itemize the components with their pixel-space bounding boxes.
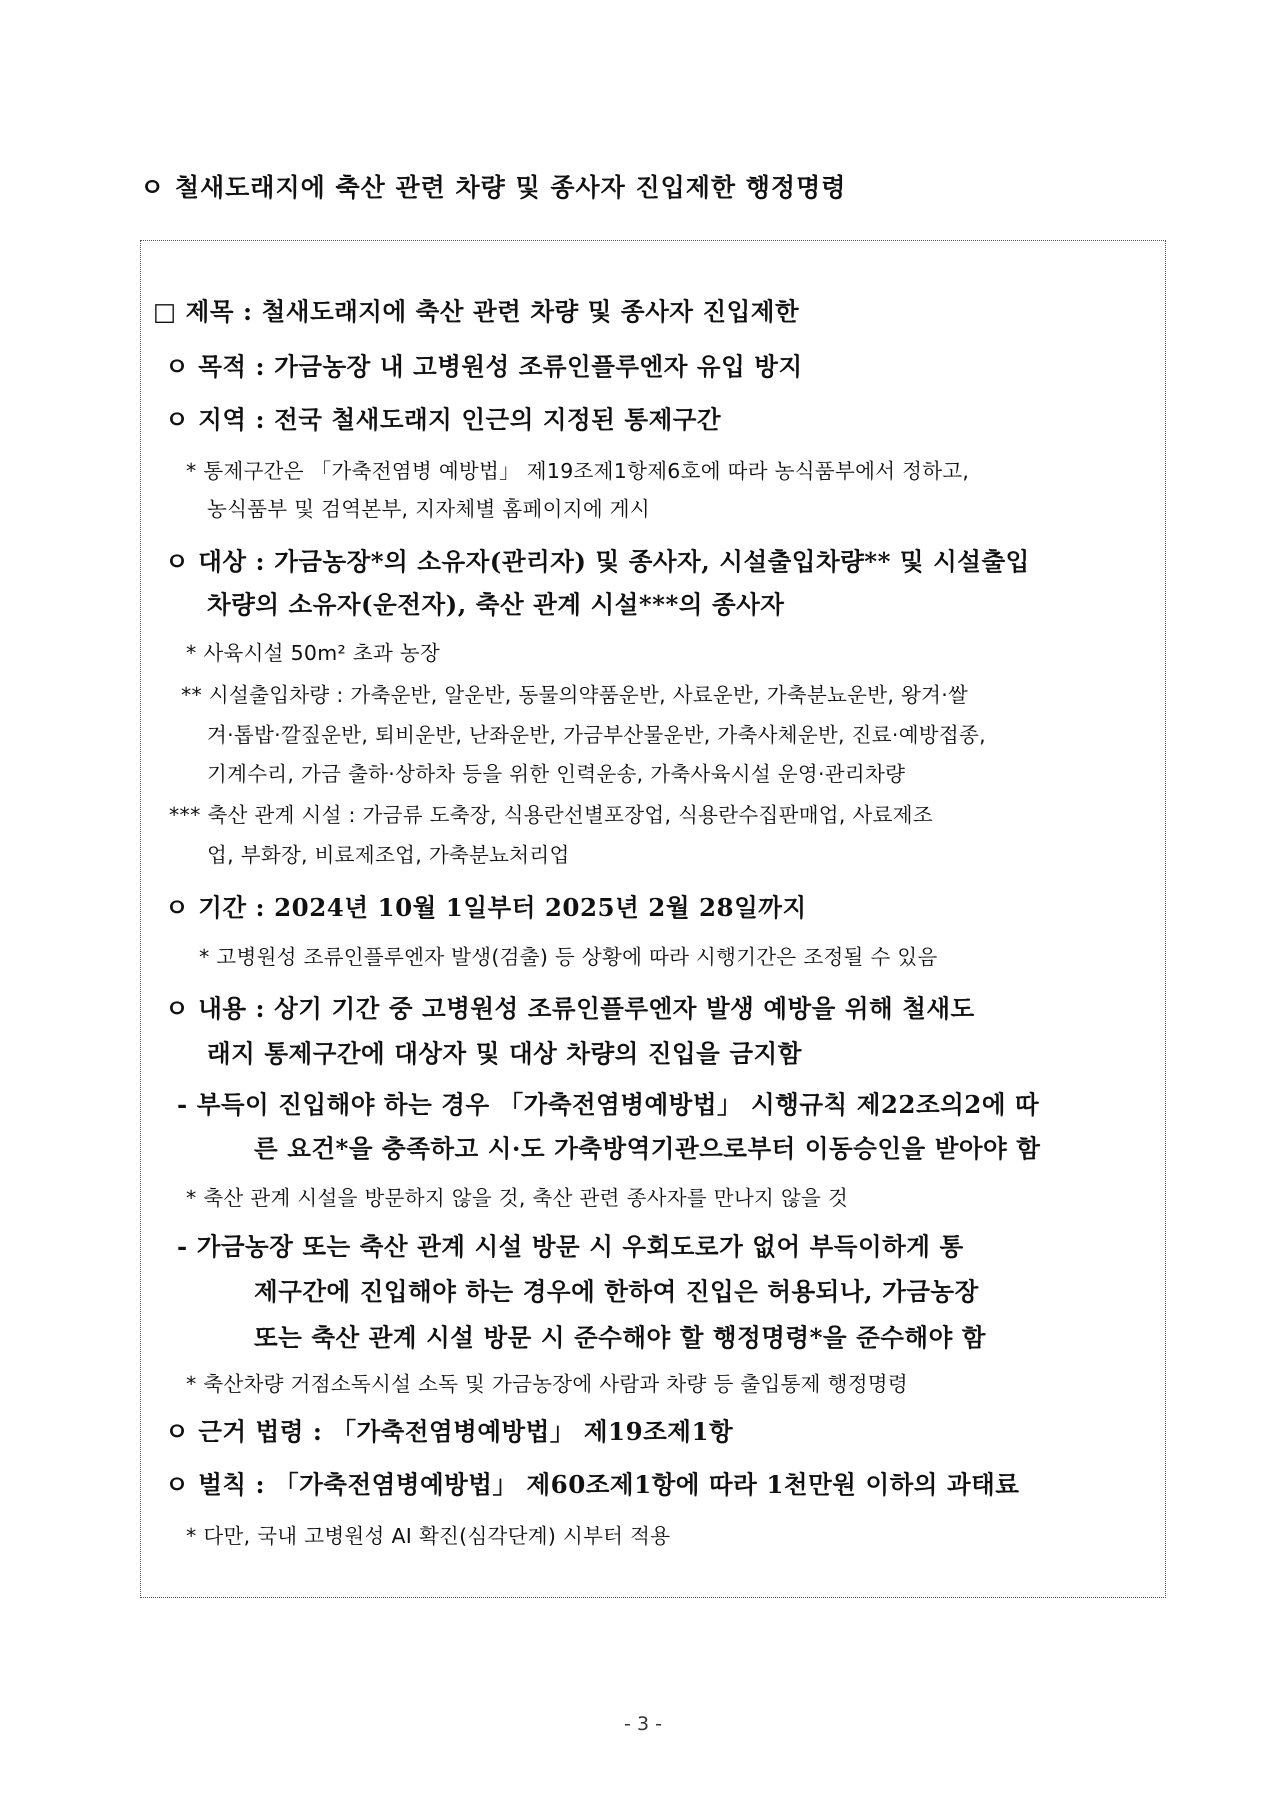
purpose-line: ㅇ 목적 : 가금농장 내 고병원성 조류인플루엔자 유입 방지 [165, 352, 803, 381]
target-note-3a: *** 축산 관계 시설 : 가금류 도축장, 식용란선별포장업, 식용란수집판매업, 사료제조 [169, 803, 933, 827]
exception1-line-2: 른 요건*을 충족하고 시·도 가축방역기관으로부터 이동승인을 받아야 함 [254, 1134, 1041, 1163]
page-number: - 3 - [624, 1713, 662, 1735]
target-note-3b: 업, 부화장, 비료제조업, 가축분뇨처리업 [207, 843, 570, 867]
basis-line: ㅇ 근거 법령 : 「가축전염병예방법」 제19조제1항 [165, 1417, 734, 1446]
target-line-2: 차량의 소유자(운전자), 축산 관계 시설***의 종사자 [207, 590, 785, 619]
period-line: ㅇ 기간 : 2024년 10월 1일부터 2025년 2월 28일까지 [165, 893, 807, 922]
period-note: * 고병원성 조류인플루엔자 발생(검출) 등 상황에 따라 시행기간은 조정될 수 있음 [199, 945, 938, 969]
content-line-2: 래지 통제구간에 대상자 및 대상 차량의 진입을 금지함 [207, 1039, 802, 1068]
target-note-2c: 기계수리, 가금 출하·상하차 등을 위한 인력운송, 가축사육시설 운영·관리차량 [207, 762, 906, 786]
penalty-note: * 다만, 국내 고병원성 AI 확진(심각단계) 시부터 적용 [186, 1524, 671, 1548]
section-heading: ㅇ 철새도래지에 축산 관련 차량 및 종사자 진입제한 행정명령 [140, 173, 847, 202]
exception2-line-3: 또는 축산 관계 시설 방문 시 준수해야 할 행정명령*을 준수해야 함 [254, 1323, 986, 1352]
exception2-line-2: 제구간에 진입해야 하는 경우에 한하여 진입은 허용되나, 가금농장 [254, 1277, 979, 1306]
title-line: □ 제목 : 철새도래지에 축산 관련 차량 및 종사자 진입제한 [153, 297, 800, 326]
region-note-2: 농식품부 및 검역본부, 지자체별 홈페이지에 게시 [207, 497, 650, 521]
target-note-1: * 사육시설 50m² 초과 농장 [186, 641, 441, 665]
exception2-note: * 축산차량 거점소독시설 소독 및 가금농장에 사람과 차량 등 출입통제 행정명령 [186, 1372, 909, 1396]
order-summary-box [140, 240, 1166, 1598]
penalty-line: ㅇ 벌칙 : 「가축전염병예방법」 제60조제1항에 따라 1천만원 이하의 과태료 [165, 1470, 1020, 1499]
exception1-line-1: - 부득이 진입해야 하는 경우 「가축전염병예방법」 시행규칙 제22조의2에 따 [177, 1090, 1040, 1119]
exception2-line-1: - 가금농장 또는 축산 관계 시설 방문 시 우회도로가 없어 부득이하게 통 [177, 1232, 964, 1261]
target-note-2b: 겨·톱밥·깔짚운반, 퇴비운반, 난좌운반, 가금부산물운반, 가축사체운반, 진료·예방접종, [207, 723, 986, 747]
target-note-2a: ** 시설출입차량 : 가축운반, 알운반, 동물의약품운반, 사료운반, 가축분뇨운반, 왕겨·쌀 [181, 683, 969, 707]
region-note-1: * 통제구간은 「가축전염병 예방법」 제19조제1항제6호에 따라 농식품부에서 정하고, [186, 459, 970, 483]
content-line-1: ㅇ 내용 : 상기 기간 중 고병원성 조류인플루엔자 발생 예방을 위해 철새도 [165, 994, 975, 1023]
exception1-note: * 축산 관계 시설을 방문하지 않을 것, 축산 관련 종사자를 만나지 않을 것 [186, 1186, 849, 1210]
target-line-1: ㅇ 대상 : 가금농장*의 소유자(관리자) 및 종사자, 시설출입차량** 및 시설출입 [165, 547, 1030, 576]
region-line: ㅇ 지역 : 전국 철새도래지 인근의 지정된 통제구간 [165, 405, 722, 434]
